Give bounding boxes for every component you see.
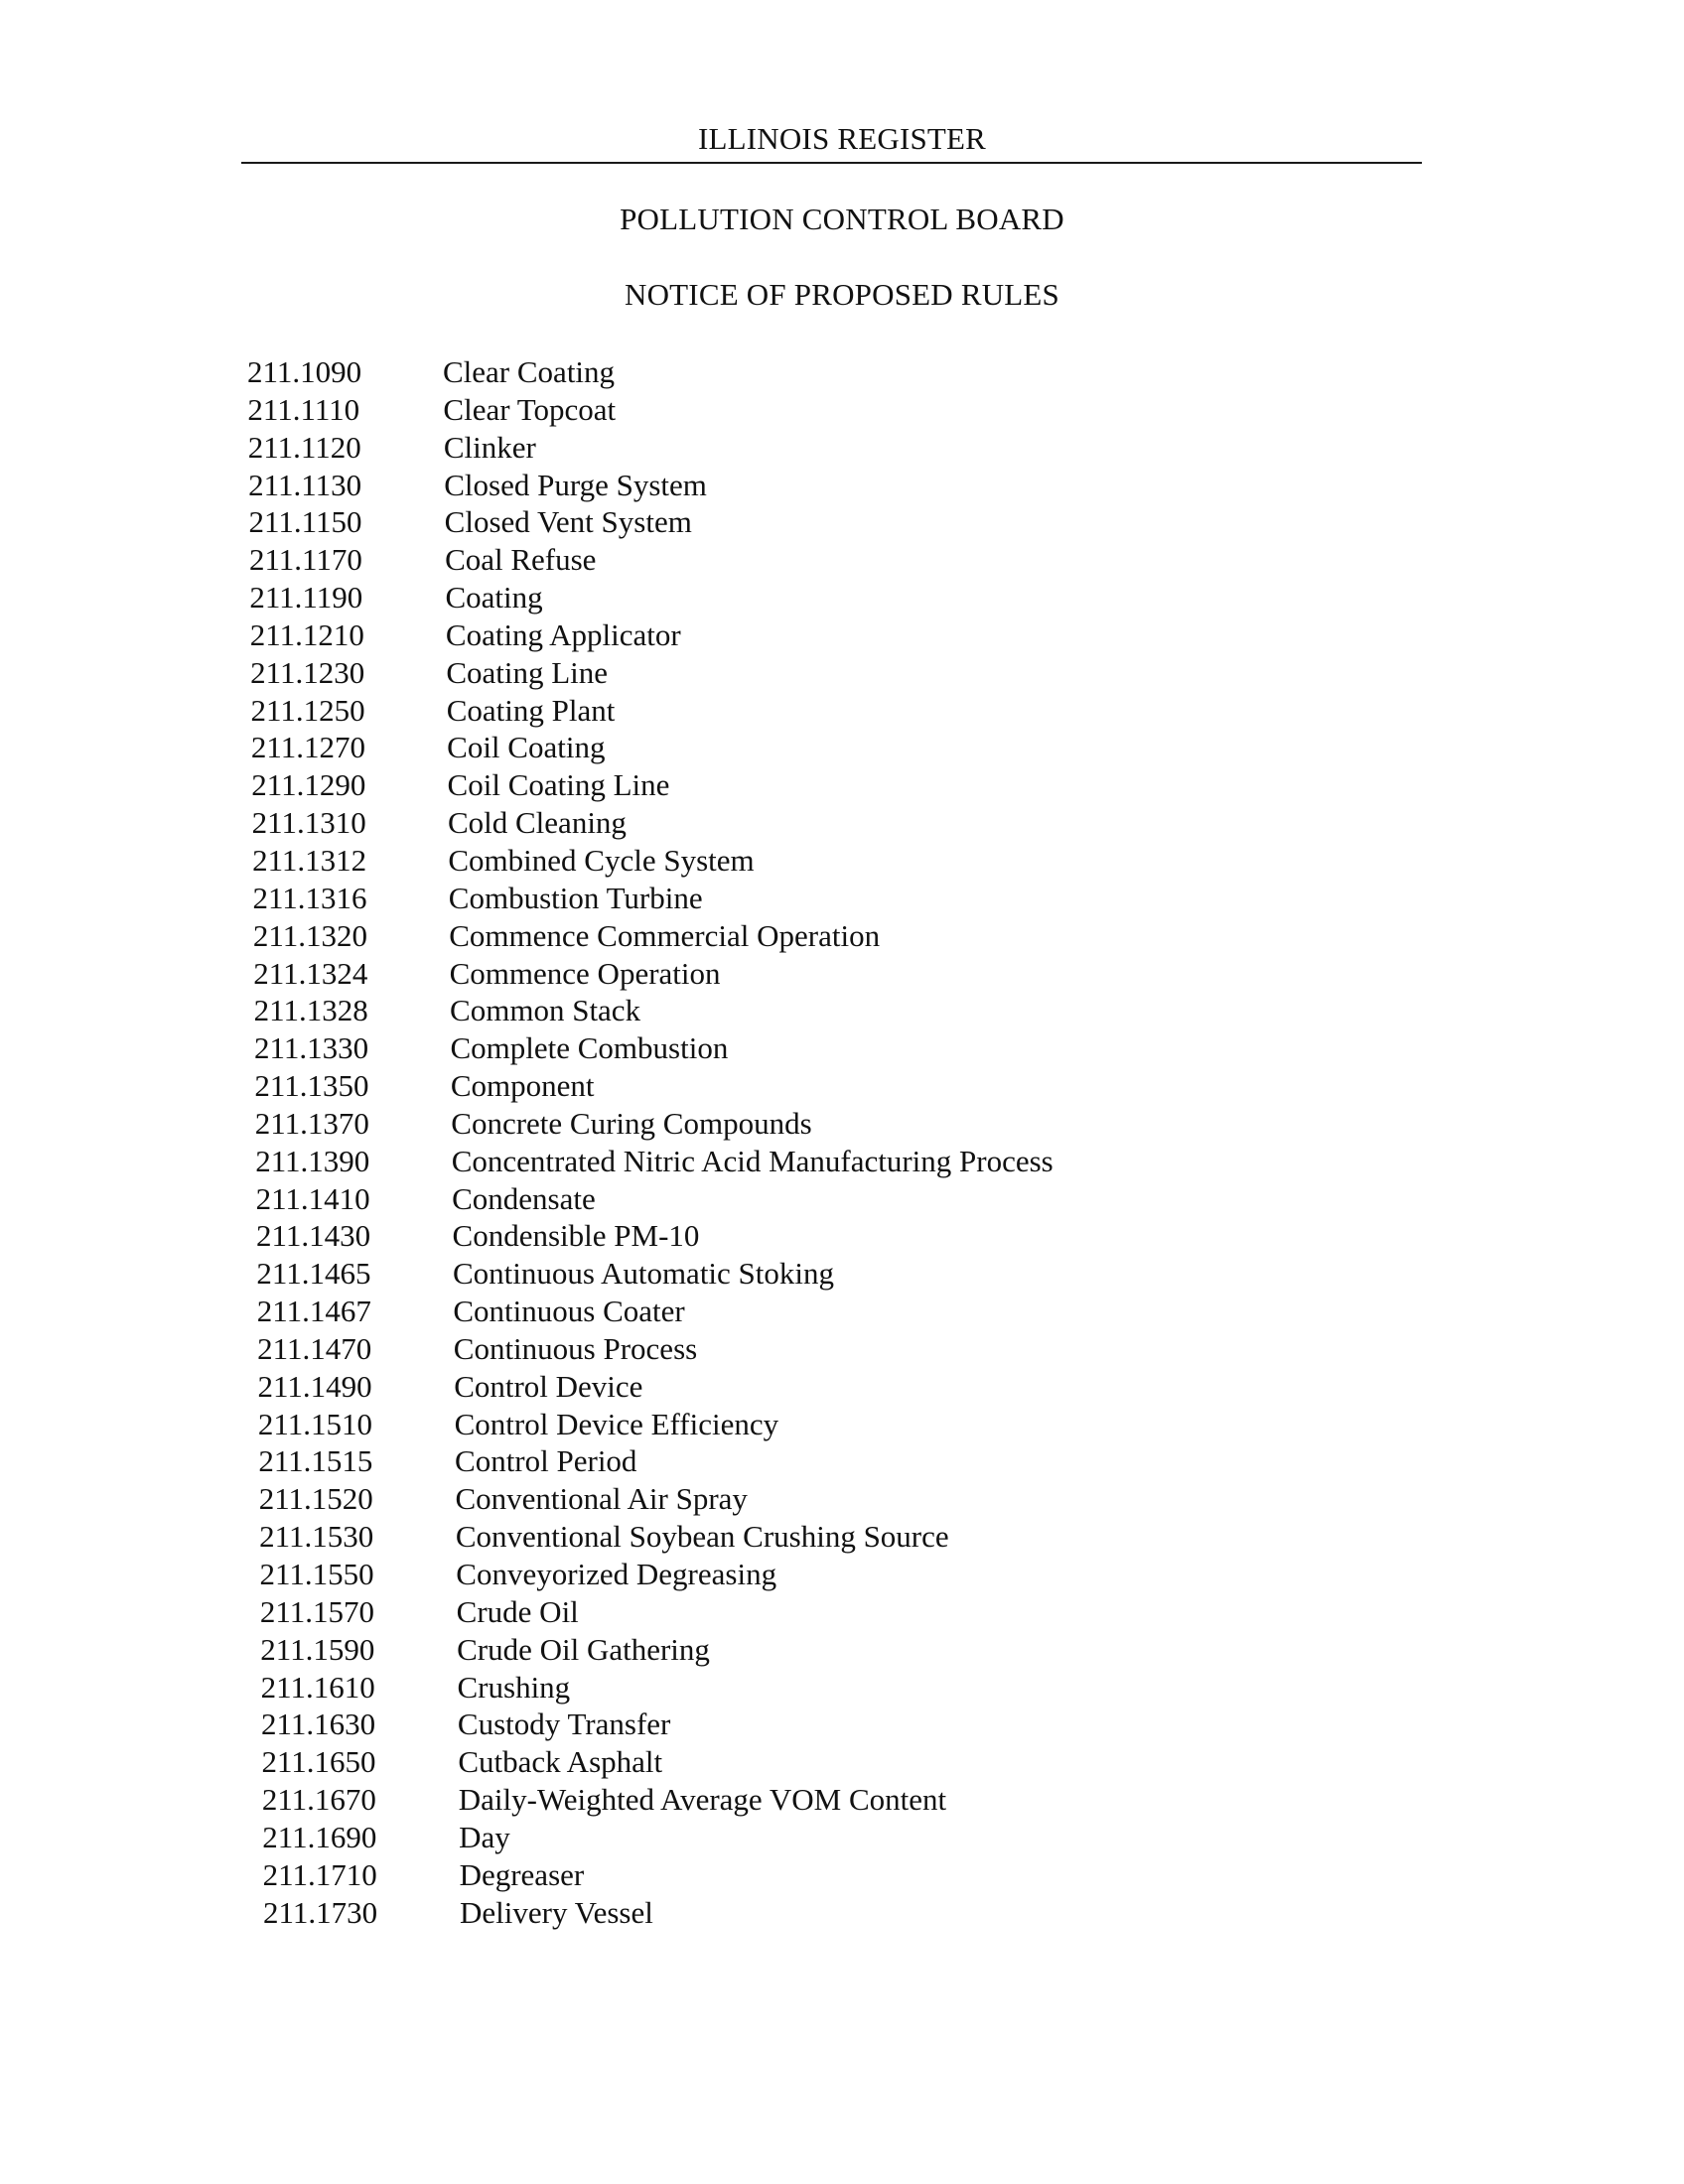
definition-term: Continuous Automatic Stoking	[452, 1256, 835, 1292]
section-number: 211.1210	[249, 616, 364, 652]
definition-term: Continuous Coater	[453, 1294, 685, 1329]
register-title: ILLINOIS REGISTER	[697, 121, 987, 156]
definition-term: Complete Combustion	[450, 1030, 729, 1066]
definition-term: Coating Line	[446, 654, 609, 690]
definition-term: Crushing	[457, 1669, 571, 1705]
definition-term: Conveyorized Degreasing	[456, 1557, 777, 1591]
list-item	[0, 992, 1684, 1029]
definition-term: Control Device	[454, 1368, 643, 1404]
list-item	[0, 692, 1684, 730]
section-number: 211.1230	[250, 654, 365, 690]
definition-term: Combustion Turbine	[448, 880, 703, 915]
section-number: 211.1730	[263, 1894, 378, 1930]
list-item	[0, 429, 1684, 467]
definition-term: Crude Oil Gathering	[457, 1631, 710, 1667]
section-number: 211.1710	[262, 1856, 377, 1892]
section-number: 211.1328	[253, 993, 368, 1028]
list-item	[0, 1556, 1684, 1593]
list-item	[0, 917, 1684, 955]
definition-term: Closed Purge System	[444, 467, 707, 502]
definition-term: Closed Vent System	[444, 504, 692, 540]
section-number: 211.1470	[257, 1330, 372, 1366]
section-number: 211.1610	[260, 1669, 375, 1705]
board-title: POLLUTION CONTROL BOARD	[620, 202, 1064, 236]
definition-term: Condensible PM-10	[452, 1218, 700, 1254]
definition-term: Commence Commercial Operation	[449, 917, 881, 953]
definition-term: Coating	[445, 580, 543, 615]
section-number: 211.1190	[249, 580, 363, 615]
section-number: 211.1170	[248, 542, 362, 578]
section-number: 211.1570	[259, 1593, 374, 1629]
section-number: 211.1515	[258, 1443, 373, 1479]
definition-term: Custody Transfer	[457, 1706, 671, 1742]
list-item	[0, 1706, 1684, 1743]
notice-title: NOTICE OF PROPOSED RULES	[625, 277, 1059, 312]
definition-term: Daily-Weighted Average VOM Content	[458, 1782, 947, 1818]
section-number: 211.1430	[255, 1218, 371, 1254]
definition-term: Control Period	[455, 1443, 637, 1479]
list-item	[0, 1293, 1684, 1330]
section-number: 211.1650	[261, 1744, 376, 1780]
list-item	[0, 729, 1684, 766]
section-number: 211.1120	[247, 429, 361, 465]
list-item	[0, 955, 1684, 993]
definition-term: Cutback Asphalt	[458, 1744, 663, 1780]
definition-term: Condensate	[452, 1180, 596, 1216]
list-item	[0, 1743, 1684, 1781]
definitions-list	[0, 353, 1684, 1931]
list-item	[0, 1593, 1684, 1631]
section-number: 211.1310	[251, 805, 366, 841]
definition-term: Continuous Process	[453, 1330, 698, 1366]
list-item	[0, 1819, 1684, 1856]
definition-term: Commence Operation	[449, 955, 721, 991]
definition-term: Clear Coating	[443, 354, 616, 389]
section-number: 211.1110	[247, 391, 360, 427]
list-item	[0, 1442, 1684, 1480]
list-item	[0, 1856, 1684, 1894]
list-item	[0, 1781, 1684, 1819]
list-item	[0, 1180, 1684, 1218]
definition-term: Delivery Vessel	[460, 1894, 653, 1930]
list-item	[0, 1067, 1684, 1105]
section-number: 211.1270	[250, 730, 365, 765]
section-number: 211.1490	[257, 1368, 372, 1404]
list-item	[0, 467, 1684, 504]
section-number: 211.1467	[256, 1294, 371, 1329]
section-number: 211.1370	[254, 1105, 369, 1141]
list-item	[0, 842, 1684, 880]
section-number: 211.1630	[261, 1706, 376, 1742]
list-item	[0, 1143, 1684, 1180]
definition-term: Day	[459, 1819, 510, 1854]
definition-term: Crude Oil	[456, 1593, 579, 1629]
definition-term: Coil Coating	[447, 730, 606, 765]
section-number: 211.1316	[252, 880, 367, 915]
definition-term: Concrete Curing Compounds	[451, 1105, 812, 1141]
section-number: 211.1320	[252, 917, 367, 953]
list-item	[0, 1105, 1684, 1143]
section-number: 211.1550	[259, 1557, 374, 1591]
section-number: 211.1330	[254, 1030, 369, 1066]
definition-term: Component	[450, 1068, 595, 1104]
definition-term: Coating Plant	[446, 692, 616, 728]
definition-term: Conventional Soybean Crushing Source	[455, 1519, 949, 1555]
list-item	[0, 541, 1684, 579]
definition-term: Cold Cleaning	[447, 805, 627, 841]
definition-term: Degreaser	[459, 1856, 585, 1892]
section-number: 211.1290	[251, 767, 366, 803]
list-item	[0, 1669, 1684, 1706]
section-number: 211.1520	[258, 1481, 373, 1517]
section-number: 211.1510	[257, 1406, 373, 1441]
section-number: 211.1530	[259, 1519, 374, 1555]
definition-term: Concentrated Nitric Acid Manufacturing Process	[451, 1143, 1053, 1178]
list-item	[0, 616, 1684, 654]
section-number: 211.1250	[250, 692, 365, 728]
section-number: 211.1590	[260, 1631, 375, 1667]
list-item	[0, 1406, 1684, 1443]
list-item	[0, 1894, 1684, 1932]
list-item	[0, 1217, 1684, 1255]
section-number: 211.1312	[252, 842, 367, 878]
list-item	[0, 1480, 1684, 1518]
section-number: 211.1350	[254, 1068, 369, 1104]
list-item	[0, 804, 1684, 842]
list-item	[0, 579, 1684, 616]
list-item	[0, 1368, 1684, 1406]
list-item	[0, 503, 1684, 541]
section-number: 211.1130	[248, 467, 362, 502]
definition-term: Combined Cycle System	[448, 842, 755, 878]
definition-term: Clear Topcoat	[443, 391, 617, 427]
definition-term: Coal Refuse	[445, 542, 597, 578]
list-item	[0, 766, 1684, 804]
list-item	[0, 1255, 1684, 1293]
section-number: 211.1690	[262, 1819, 377, 1854]
list-item	[0, 654, 1684, 692]
list-item	[0, 1330, 1684, 1368]
section-number: 211.1465	[256, 1256, 371, 1292]
section-number: 211.1410	[255, 1180, 370, 1216]
header-rule	[241, 162, 1422, 164]
section-number: 211.1090	[247, 354, 362, 389]
definition-term: Coil Coating Line	[447, 767, 670, 803]
list-item	[0, 1518, 1684, 1556]
section-number: 211.1670	[261, 1782, 376, 1818]
definition-term: Control Device Efficiency	[454, 1406, 779, 1441]
definition-term: Conventional Air Spray	[455, 1481, 748, 1517]
definition-term: Coating Applicator	[445, 616, 681, 652]
section-number: 211.1390	[255, 1143, 370, 1178]
definition-term: Common Stack	[450, 993, 641, 1028]
list-item	[0, 880, 1684, 917]
list-item	[0, 391, 1684, 429]
list-item	[0, 353, 1684, 391]
definition-term: Clinker	[443, 429, 536, 465]
list-item	[0, 1029, 1684, 1067]
section-number: 211.1150	[248, 504, 362, 540]
list-item	[0, 1631, 1684, 1669]
section-number: 211.1324	[253, 955, 368, 991]
